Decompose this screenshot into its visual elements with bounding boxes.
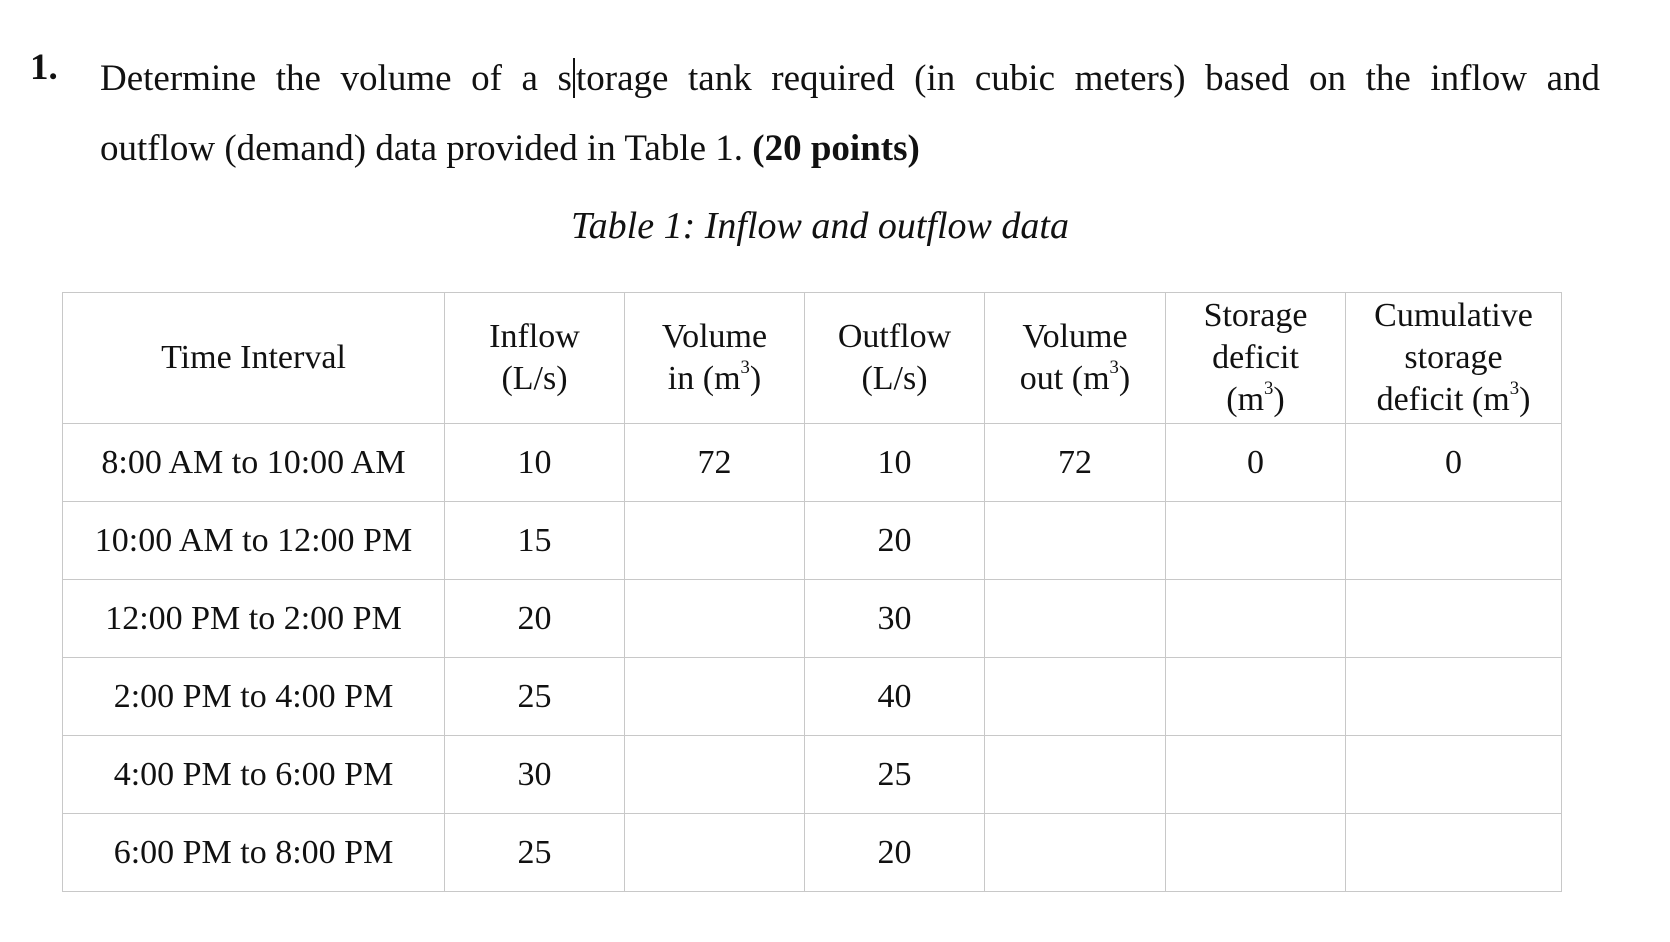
header-volume-out-sup: 3 bbox=[1109, 357, 1119, 379]
cell-cumulative-deficit bbox=[1346, 736, 1562, 814]
header-time-interval-label: Time Interval bbox=[161, 339, 346, 376]
cell-volume-in: 72 bbox=[625, 424, 805, 502]
cell-volume-in bbox=[625, 736, 805, 814]
cell-inflow: 25 bbox=[445, 658, 625, 736]
header-outflow bbox=[805, 293, 985, 424]
table-row bbox=[63, 658, 1562, 736]
header-volume-in-unit: in (m bbox=[667, 360, 741, 397]
text-cursor bbox=[573, 58, 575, 98]
cell-inflow: 10 bbox=[445, 424, 625, 502]
cell-storage-deficit bbox=[1166, 736, 1346, 814]
header-volume-in bbox=[625, 293, 805, 424]
header-cumulative-deficit-unit: deficit (m bbox=[1376, 381, 1510, 418]
header-volume-in-line1: Volume bbox=[661, 318, 768, 355]
cell-volume-out: 72 bbox=[985, 424, 1166, 502]
table-row bbox=[63, 580, 1562, 658]
cell-cumulative-deficit: 0 bbox=[1346, 424, 1562, 502]
cell-outflow: 40 bbox=[805, 658, 985, 736]
cell-volume-out bbox=[985, 736, 1166, 814]
cell-time-interval: 6:00 PM to 8:00 PM bbox=[63, 814, 445, 892]
cell-cumulative-deficit bbox=[1346, 502, 1562, 580]
question-text bbox=[100, 44, 1600, 184]
table-row bbox=[63, 424, 1562, 502]
question-number: 1. bbox=[30, 47, 58, 88]
cell-volume-in bbox=[625, 502, 805, 580]
table-header-row bbox=[63, 293, 1562, 424]
cell-cumulative-deficit bbox=[1346, 658, 1562, 736]
cell-outflow: 25 bbox=[805, 736, 985, 814]
inflow-outflow-table bbox=[62, 292, 1562, 892]
cell-volume-in bbox=[625, 580, 805, 658]
header-inflow bbox=[445, 293, 625, 424]
header-storage-deficit-line2: deficit bbox=[1212, 339, 1299, 376]
cell-volume-out bbox=[985, 658, 1166, 736]
cell-outflow: 20 bbox=[805, 502, 985, 580]
cell-cumulative-deficit bbox=[1346, 814, 1562, 892]
cell-storage-deficit bbox=[1166, 814, 1346, 892]
header-cumulative-deficit bbox=[1346, 293, 1562, 424]
table-row bbox=[63, 502, 1562, 580]
cell-time-interval: 8:00 AM to 10:00 AM bbox=[63, 424, 445, 502]
table-row bbox=[63, 814, 1562, 892]
cell-volume-out bbox=[985, 814, 1166, 892]
cell-outflow: 10 bbox=[805, 424, 985, 502]
cell-storage-deficit bbox=[1166, 658, 1346, 736]
table-caption: Table 1: Inflow and outflow data bbox=[571, 205, 1069, 247]
cell-inflow: 25 bbox=[445, 814, 625, 892]
header-cumulative-deficit-sup: 3 bbox=[1509, 378, 1520, 400]
cell-inflow: 20 bbox=[445, 580, 625, 658]
header-storage-deficit-line1: Storage bbox=[1203, 297, 1308, 334]
header-storage-deficit-close: ) bbox=[1273, 381, 1285, 418]
cell-inflow: 30 bbox=[445, 736, 625, 814]
cell-storage-deficit bbox=[1166, 580, 1346, 658]
cell-volume-in bbox=[625, 658, 805, 736]
question-line-2: outflow (demand) data provided in Table 1. bbox=[100, 128, 744, 169]
header-cumulative-deficit-line1: Cumulative bbox=[1374, 297, 1533, 334]
cell-cumulative-deficit bbox=[1346, 580, 1562, 658]
header-volume-out-close: ) bbox=[1118, 360, 1131, 397]
cell-time-interval: 12:00 PM to 2:00 PM bbox=[63, 580, 445, 658]
cell-storage-deficit bbox=[1166, 502, 1346, 580]
header-storage-deficit bbox=[1166, 293, 1346, 424]
cell-storage-deficit: 0 bbox=[1166, 424, 1346, 502]
header-volume-in-close: ) bbox=[749, 360, 762, 397]
question-line-1-start: Determine the volume of a s bbox=[100, 58, 572, 99]
header-time-interval bbox=[63, 293, 445, 424]
cell-outflow: 20 bbox=[805, 814, 985, 892]
header-inflow-line1: Inflow bbox=[489, 318, 580, 355]
header-cumulative-deficit-line2: storage bbox=[1404, 339, 1503, 376]
header-storage-deficit-unit: (m bbox=[1226, 381, 1265, 418]
cell-outflow: 30 bbox=[805, 580, 985, 658]
table-row bbox=[63, 736, 1562, 814]
header-cumulative-deficit-close: ) bbox=[1519, 381, 1531, 418]
question-line-1 bbox=[100, 44, 1600, 114]
cell-volume-in bbox=[625, 814, 805, 892]
cell-inflow: 15 bbox=[445, 502, 625, 580]
header-volume-in-sup: 3 bbox=[740, 357, 750, 379]
header-volume-out-line1: Volume bbox=[1022, 318, 1128, 355]
header-outflow-line1: Outflow bbox=[837, 318, 952, 355]
question-line-1-end: torage tank required (in cubic meters) based on the inflow and bbox=[575, 58, 1600, 99]
cell-volume-out bbox=[985, 502, 1166, 580]
header-storage-deficit-sup: 3 bbox=[1264, 378, 1274, 400]
cell-time-interval: 2:00 PM to 4:00 PM bbox=[63, 658, 445, 736]
question-points: (20 points) bbox=[752, 128, 920, 169]
cell-time-interval: 4:00 PM to 6:00 PM bbox=[63, 736, 445, 814]
cell-volume-out bbox=[985, 580, 1166, 658]
header-volume-out bbox=[985, 293, 1166, 424]
header-volume-out-unit: out (m bbox=[1019, 360, 1110, 397]
header-inflow-line2: (L/s) bbox=[501, 360, 568, 397]
cell-time-interval: 10:00 AM to 12:00 PM bbox=[63, 502, 445, 580]
header-outflow-line2: (L/s) bbox=[861, 360, 928, 397]
